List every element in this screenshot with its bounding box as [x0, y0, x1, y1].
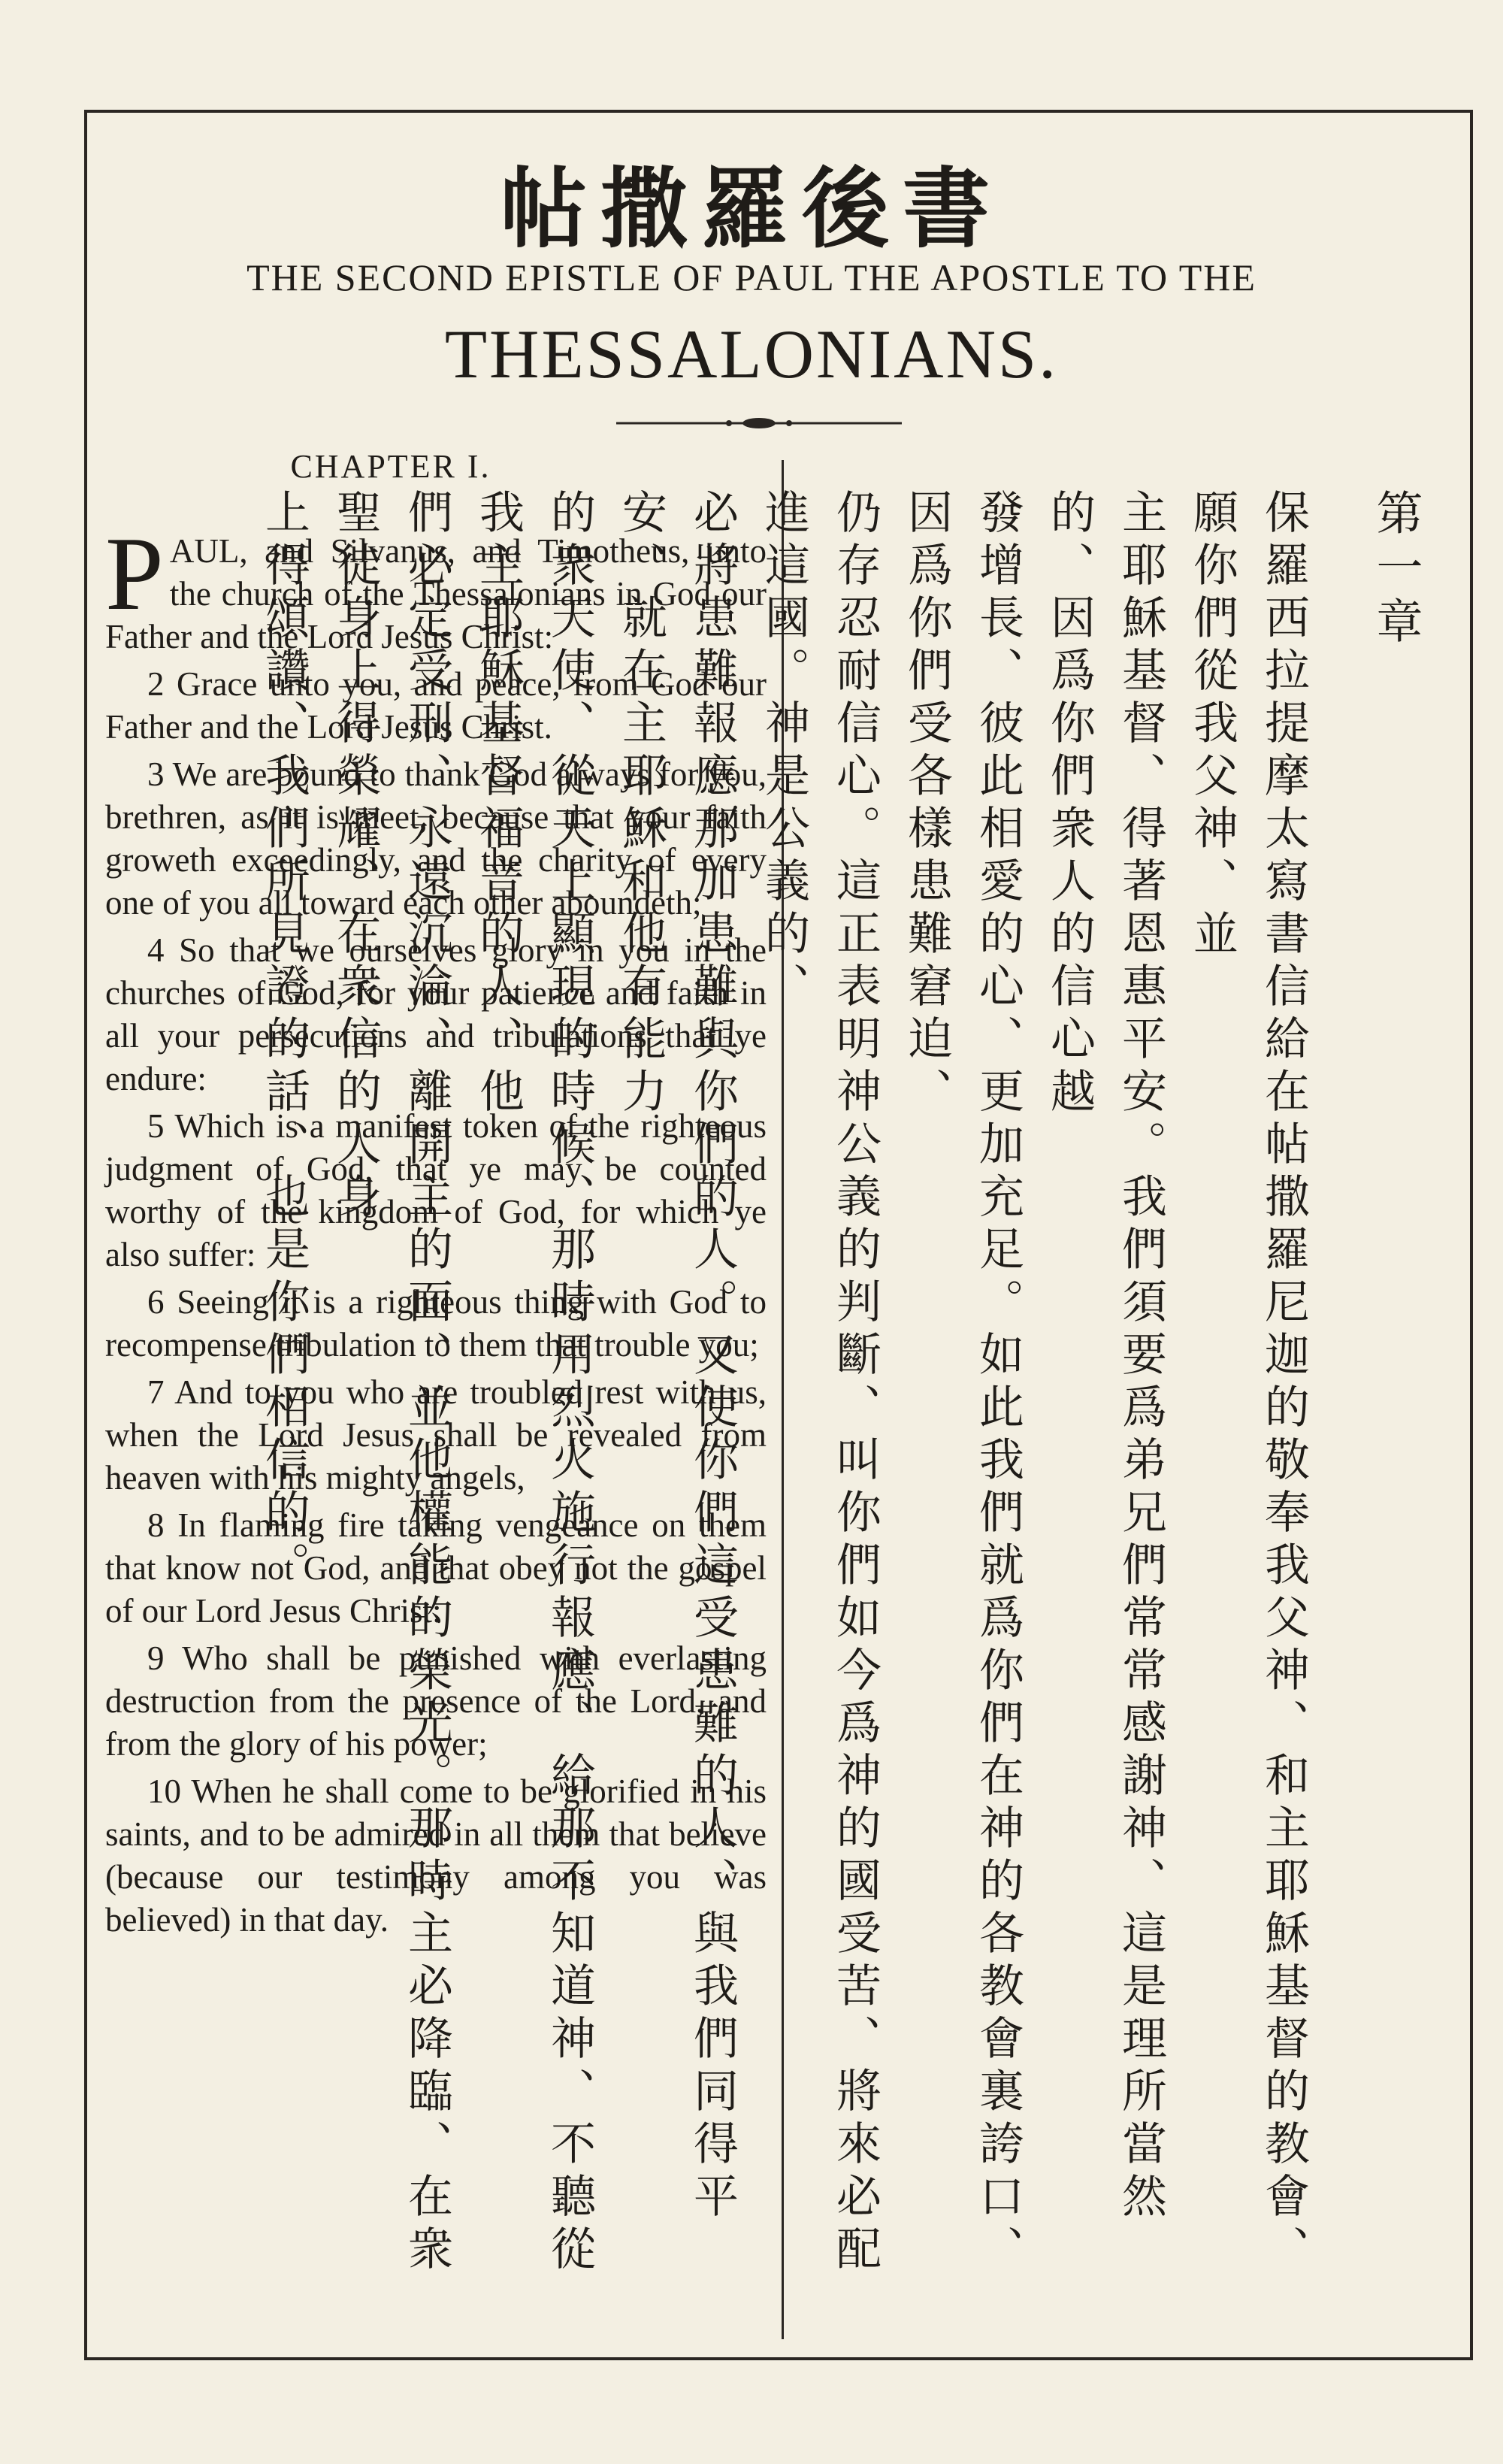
chinese-line: 必將患難報應那加患難與你們的人。又使你們這受患難的人、與我們同得平安、就在主耶穌和他有能力 [615, 489, 739, 2225]
chinese-line: 的衆天使、從天上顯現的時候、那時用烈火施行報應、給那不知道神、不聽從我主耶穌基督福音的人、他 [472, 489, 596, 2278]
verse: 9 Who shall be punished with everlasting destruction from the presence of the Lord, and from the glory of his power; [105, 1639, 767, 1763]
title-ornament [616, 412, 902, 434]
chinese-line: 上得頌讚、我們所見證的話、也是你們相信的。 [258, 489, 310, 1594]
chinese-line: 仍存忍耐信心。這正表明神公義的判斷、叫你們如今爲神的國受苦、將來必配進這國。神是公義的、 [758, 489, 882, 2278]
verse: 10 When he shall come to be glorified in his saints, and to be admired in all them that believe (because our testimony among you was believed) in that day. [105, 1772, 767, 1939]
english-book-title: THESSALONIANS. [444, 316, 1059, 392]
verse: 6 Seeing it is a righteous thing with God to recompense tribulation to them that trouble you; [105, 1283, 767, 1364]
verse: 8 In flaming fire taking vengeance on them that know not God, and that obey not the gospel of our Lord Jesus Christ: [105, 1506, 767, 1630]
verse-1-text: AUL, and Silvanus, and Timotheus, unto the church of the Thessalonians in God our Father and the Lord Jesus Christ: [105, 532, 767, 655]
english-subtitle: THE SECOND EPISTLE OF PAUL THE APOSTLE TO THE [246, 256, 1257, 298]
chinese-line: 發增長、彼此相愛的心、更加充足。如此我們就爲你們在神的各教會裏誇口、因爲你們受各樣患難窘迫、 [900, 489, 1024, 2278]
chapter-heading: CHAPTER I. [290, 448, 491, 485]
chinese-line: 保羅西拉提摩太寫書信給在帖撒羅尼迦的敬奉我父神、和主耶穌基督的教會、願你們從我父神、並 [1186, 489, 1310, 2278]
chinese-line: 主耶穌基督、得著恩惠平安。我們須要爲弟兄們常常感謝神、這是理所當然的、因爲你們衆人的信心越 [1043, 489, 1167, 2225]
chinese-book-title: 帖撒羅後書 [500, 158, 1003, 260]
drop-cap: P [105, 516, 164, 632]
chinese-chapter-heading: 第一章 [1368, 489, 1423, 651]
verse: 7 And to you who are troubled rest with us, when the Lord Jesus shall be revealed from heaven with his mighty angels, [105, 1373, 767, 1497]
verse: 2 Grace unto you, and peace, from God our Father and the Lord Jesus Christ. [105, 665, 767, 746]
verse: 3 We are bound to thank God always for you, brethren, as it is meet, because that your faith groweth exceedingly, and the charity of every one of you all toward each other aboundeth; [105, 755, 767, 922]
verse: 4 So that we ourselves glory in you in the churches of God, for your patience and faith in all your persecutions and tribulations that ye endure: [105, 931, 767, 1097]
verse: 5 Which is a manifest token of the righteous judgment of God, that ye may be counted worthy of the kingdom of God, for which ye also suffer: [105, 1107, 767, 1273]
chinese-line: 們必定受刑、永遠沉淪、離開主的面、並他權能的榮光。那時主必降臨、在衆聖徒身上得榮耀、在衆信的人身 [329, 489, 453, 2278]
